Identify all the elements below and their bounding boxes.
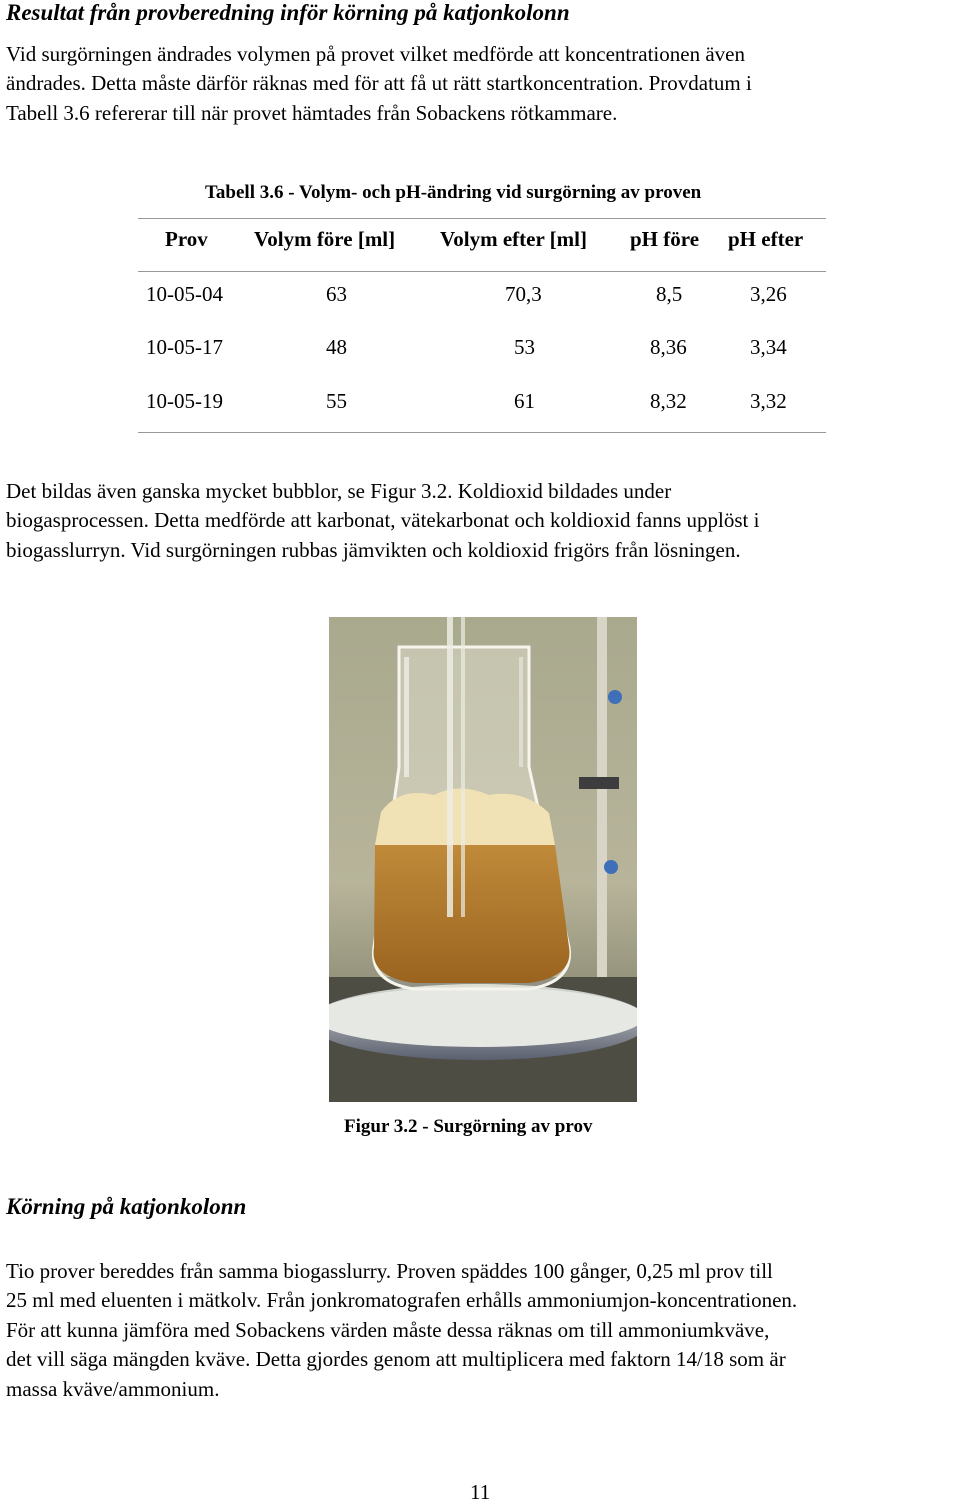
section-heading-provberedning: Resultat från provberedning inför körning på katjonkolonn (6, 0, 570, 25)
paragraph-line: 25 ml med eluenten i mätkolv. Från jonkromatografen erhålls ammoniumjon-koncentrationen. (6, 1288, 798, 1313)
paragraph-line: det vill säga mängden kväve. Detta gjordes genom att multiplicera med faktorn 14/18 som är (6, 1347, 786, 1372)
intro-paragraph (6, 40, 960, 128)
table-cell-ph-efter: 3,26 (750, 282, 787, 306)
table-cell-volym-efter: 53 (514, 335, 535, 359)
table-cell-prov: 10-05-19 (146, 389, 223, 413)
table-cell-volym-fore: 55 (326, 389, 347, 413)
table-cell-volym-fore: 63 (326, 282, 347, 306)
table-rule-bottom (138, 432, 826, 433)
table-cell-prov: 10-05-17 (146, 335, 223, 359)
beaker-photo (329, 617, 637, 1102)
table-cell-ph-fore: 8,5 (656, 282, 683, 306)
table-header-volym-fore: Volym före [ml] (254, 227, 396, 251)
paragraph-line: biogasprocessen. Detta medförde att karbonat, vätekarbonat och koldioxid fanns upplöst i (6, 508, 760, 533)
table-cell-volym-fore: 48 (326, 335, 347, 359)
paragraph-line: Vid surgörningen ändrades volymen på provet vilket medförde att koncentrationen även (6, 42, 745, 66)
beaker-photo-illustration (329, 617, 637, 1102)
section-heading-katjonkolonn: Körning på katjonkolonn (6, 1194, 247, 1219)
paragraph-line: För att kunna jämföra med Sobackens värden måste dessa räknas om till ammoniumkväve, (6, 1317, 770, 1342)
table-cell-prov: 10-05-04 (146, 282, 223, 306)
table-rule-header (138, 271, 826, 272)
table-cell-ph-fore: 8,36 (650, 335, 687, 359)
table-header-ph-efter: pH efter (728, 227, 804, 251)
bubbles-paragraph (6, 477, 960, 565)
table-header-prov: Prov (165, 227, 208, 251)
paragraph-line: massa kväve/ammonium. (6, 1376, 220, 1401)
figure-caption: Figur 3.2 - Surgörning av prov (344, 1116, 593, 1137)
page-number: 11 (470, 1480, 491, 1504)
paragraph-line: Tabell 3.6 refererar till när provet hämtades från Sobackens rötkammare. (6, 100, 618, 125)
table-cell-ph-efter: 3,32 (750, 389, 787, 413)
table-cell-volym-efter: 61 (514, 389, 535, 413)
table-header-volym-efter: Volym efter [ml] (440, 227, 587, 251)
paragraph-line: biogasslurryn. Vid surgörningen rubbas jämvikten och koldioxid frigörs från lösningen. (6, 537, 741, 562)
table-cell-ph-fore: 8,32 (650, 389, 687, 413)
katjonkolonn-paragraph (6, 1257, 960, 1404)
table-rule-top (138, 218, 826, 219)
paragraph-line: ändrades. Detta måste därför räknas med för att få ut rätt startkoncentration. Provdatum i (6, 71, 752, 96)
table-caption: Tabell 3.6 - Volym- och pH-ändring vid surgörning av proven (205, 182, 702, 203)
paragraph-line: Tio prover bereddes från samma biogasslurry. Proven späddes 100 gånger, 0,25 ml prov till (6, 1259, 773, 1283)
table-cell-ph-efter: 3,34 (750, 335, 787, 359)
paragraph-line: Det bildas även ganska mycket bubblor, se Figur 3.2. Koldioxid bildades under (6, 479, 672, 503)
table-cell-volym-efter: 70,3 (505, 282, 542, 306)
table-header-ph-fore: pH före (630, 227, 700, 251)
